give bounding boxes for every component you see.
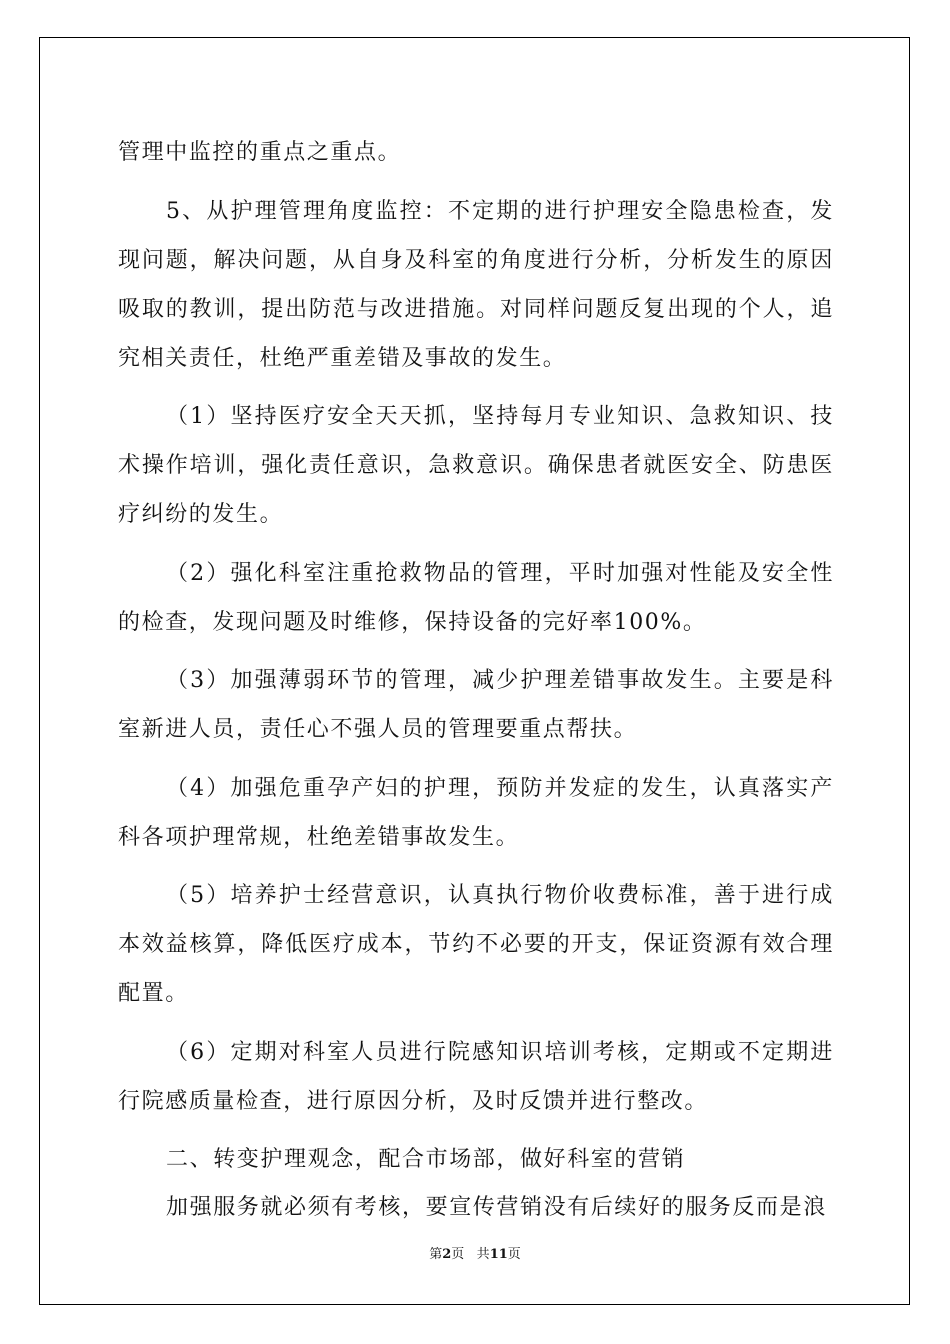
page-number: 2 — [442, 1247, 452, 1262]
total-pages: 11 — [489, 1247, 508, 1262]
paragraph-1: 管理中监控的重点之重点。 — [118, 140, 402, 165]
page-suffix: 页 — [451, 1247, 465, 1262]
paragraph-5: （3）加强薄弱环节的管理，减少护理差错事故发生。主要是科室新进人员，责任心不强人员的管理要重点帮扶。 — [118, 668, 834, 742]
paragraph-8: （6）定期对科室人员进行院感知识培训考核，定期或不定期进行院感质量检查，进行原因分析，及时反馈并进行整改。 — [118, 1039, 834, 1114]
total-prefix: 共 — [476, 1247, 490, 1262]
paragraph-9: 加强服务就必须有考核，要宣传营销没有后续好的服务反而是浪 — [166, 1195, 827, 1220]
page-footer — [0, 1243, 950, 1262]
paragraph-2: 5、从护理管理角度监控：不定期的进行护理安全隐患检查，发现问题，解决问题，从自身及科室的角度进行分析，分析发生的原因吸取的教训，提出防范与改进措施。对同样问题反复出现的个人，追究相关责任，杜绝严重差错及事故的发生。 — [118, 198, 834, 371]
paragraph-4: （2）强化科室注重抢救物品的管理，平时加强对性能及安全性的检查，发现问题及时维修，保持设备的完好率100%。 — [118, 560, 834, 635]
paragraph-7: （5）培养护士经营意识，认真执行物价收费标准，善于进行成本效益核算，降低医疗成本，节约不必要的开支，保证资源有效合理配置。 — [118, 883, 834, 1006]
document-body — [118, 128, 834, 1242]
total-suffix: 页 — [507, 1247, 521, 1262]
section-heading: 二、转变护理观念，配合市场部，做好科室的营销 — [166, 1147, 686, 1172]
page-prefix: 第 — [429, 1247, 443, 1262]
paragraph-3: （1）坚持医疗安全天天抓，坚持每月专业知识、急救知识、技术操作培训，强化责任意识，急救意识。确保患者就医安全、防患医疗纠纷的发生。 — [118, 404, 834, 527]
paragraph-6: （4）加强危重孕产妇的护理，预防并发症的发生，认真落实产科各项护理常规，杜绝差错事故发生。 — [118, 775, 834, 850]
